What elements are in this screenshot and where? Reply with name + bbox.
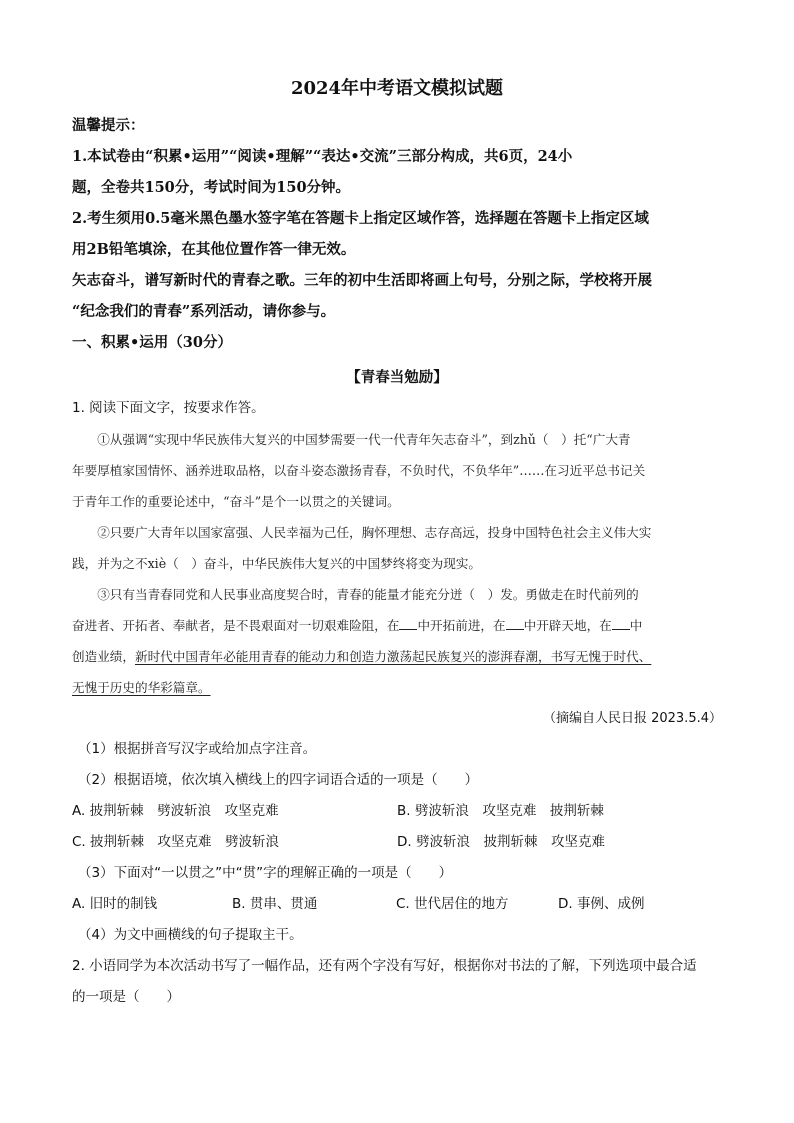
passage-line — [72, 672, 722, 703]
passage-text: 中 — [629, 618, 643, 633]
passage-line — [72, 610, 722, 641]
passage-line: ②只要广大青年以国家富强、人民幸福为己任，胸怀理想、志存高远，投身中国特色社会主义伟大实 — [97, 525, 652, 540]
passage-line — [72, 641, 722, 672]
subquestion-3: （3）下面对“一以贯之”中“贯”字的理解正确的一项是（ ） — [78, 865, 453, 881]
tips-heading: 温馨提示： — [72, 117, 145, 134]
fill-blank[interactable] — [612, 615, 630, 630]
passage-line: 年要厚植家国情怀、涵养进取品格，以奋斗姿态激扬青春，不负时代，不负华年”……在习近平总书记关 — [72, 463, 646, 478]
underlined-sentence: 新时代中国青年必能用青春的能动力和创造力激荡起民族复兴的澎湃春潮，书写无愧于时代、 — [134, 649, 652, 664]
subquestion-2: （2）根据语境，依次填入横线上的四字词语合适的一项是（ ） — [78, 772, 479, 788]
tips-line: 题，全卷共150分，考试时间为150分钟。 — [72, 179, 351, 196]
fill-blank[interactable] — [399, 615, 417, 630]
page-title: 2024年中考语文模拟试题 — [290, 78, 504, 99]
tips-line: 2.考生须用0.5毫米黑色墨水签字笔在答题卡上指定区域作答，选择题在答题卡上指定区域 — [72, 210, 649, 227]
subquestion-1: （1）根据拼音写汉字或给加点字注音。 — [78, 741, 317, 757]
question-1-stem: 1. 阅读下面文字，按要求作答。 — [72, 400, 265, 416]
passage-text: 创造业绩， — [72, 649, 135, 664]
question-2-stem: 的一项是（ ） — [72, 989, 180, 1005]
intro-line: 矢志奋斗，谱写新时代的青春之歌。三年的初中生活即将画上句号，分别之际，学校将开展 — [72, 272, 652, 289]
passage-line: 践，并为之不xiè（ ）奋斗，中华民族伟大复兴的中国梦终将变为现实。 — [72, 556, 481, 571]
tips-line: 用2B铅笔填涂，在其他位置作答一律无效。 — [72, 241, 356, 258]
option-c[interactable]: C. 世代居住的地方 — [396, 896, 509, 912]
tips-line: 1.本试卷由“积累•运用”“阅读•理解”“表达•交流”三部分构成，共6页，24小 — [72, 148, 573, 165]
passage — [72, 424, 722, 703]
intro-line: “纪念我们的青春”系列活动，请你参与。 — [72, 303, 336, 320]
fill-blank[interactable] — [506, 615, 524, 630]
option-a[interactable]: A. 披荆斩棘 劈波斩浪 攻坚克难 — [72, 803, 279, 819]
option-c[interactable]: C. 披荆斩棘 攻坚克难 劈波斩浪 — [72, 834, 280, 850]
passage-text: 中开拓前进，在 — [417, 618, 506, 633]
subquestion-4: （4）为文中画横线的句子提取主干。 — [78, 927, 303, 943]
passage-line: 于青年工作的重要论述中，“奋斗”是个一以贯之的关键词。 — [72, 494, 400, 509]
option-d[interactable]: D. 劈波斩浪 披荆斩棘 攻坚克难 — [397, 834, 605, 850]
options-row — [72, 796, 722, 827]
question-2-stem: 2. 小语同学为本次活动书写了一幅作品，还有两个字没有写好，根据你对书法的了解，下列选项中最合适 — [72, 958, 697, 974]
option-d[interactable]: D. 事例、成例 — [558, 896, 645, 912]
option-b[interactable]: B. 劈波斩浪 攻坚克难 披荆斩棘 — [397, 803, 604, 819]
option-a[interactable]: A. 旧时的制钱 — [72, 896, 158, 912]
passage-text: 中开辟天地，在 — [523, 618, 612, 633]
subheading: 【青春当勉励】 — [346, 369, 448, 386]
underlined-sentence: 无愧于历史的华彩篇章。 — [72, 680, 211, 695]
options-row — [72, 889, 722, 920]
passage-text: 奋进者、开拓者、奉献者，是不畏艰面对一切艰难险阻，在 — [72, 618, 400, 633]
passage-line: ①从强调“实现中华民族伟大复兴的中国梦需要一代一代青年矢志奋斗”，到zhǔ（ ）托“广大青 — [97, 432, 631, 447]
passage-line: ③只有当青春同党和人民事业高度契合时，青春的能量才能充分迸（ ）发。勇做走在时代前列的 — [97, 587, 639, 602]
passage-source: （摘编自人民日报 2023.5.4） — [542, 711, 722, 726]
option-b[interactable]: B. 贯串、贯通 — [232, 896, 318, 912]
options-row — [72, 827, 722, 858]
section-heading: 一、积累•运用（30分） — [72, 334, 232, 351]
